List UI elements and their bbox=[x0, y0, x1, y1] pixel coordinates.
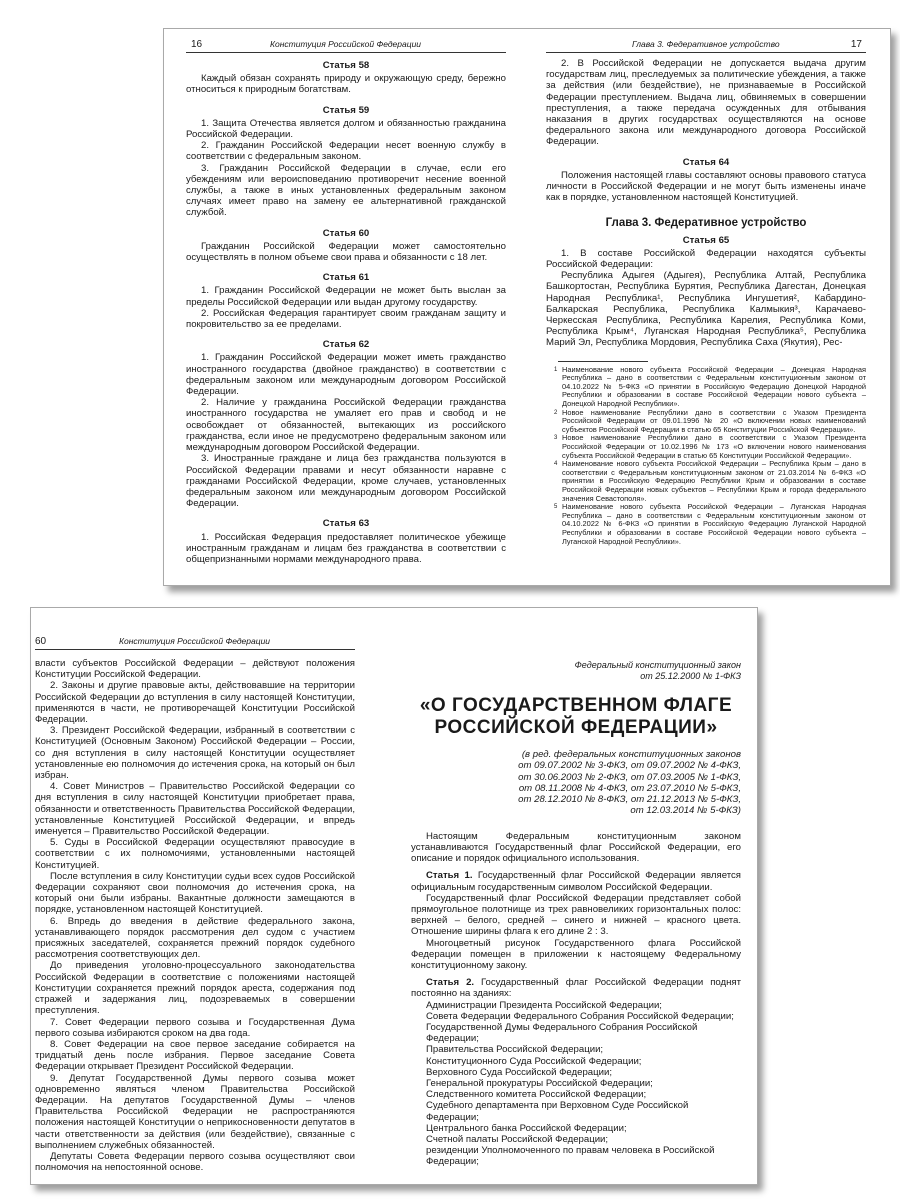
building-item: Верховного Суда Российской Федерации; bbox=[426, 1066, 612, 1078]
paragraph: До приведения уголовно-процессуального законодательства Российской Федерации в соответствие с положениями настоящей Конституции сохраняется прежний порядок ареста, содержания под стражей и задержания лиц, подозреваемых в совершении преступления. bbox=[35, 960, 355, 1017]
page-16 bbox=[186, 29, 506, 585]
paragraph: 5. Суды в Российской Федерации осуществляют правосудие в соответствии с их полномочиями, установленными настоящей Конституцией. bbox=[35, 837, 355, 871]
paragraph: 8. Совет Федерации на свое первое заседание собирается на тридцатый день после избрания. Первое заседание Совета Федерации открывает Президент Российской Федерации. bbox=[35, 1038, 355, 1073]
footnote-text: Новое наименование Республики дано в соответствии с Указом Президента Российской Федерации от 09.01.1996 № 20 «О включении новых наименований субъектов Российской Федерации в статью 65 Конституции Российской Федерации». bbox=[562, 407, 866, 434]
article-label: Статья 1. bbox=[426, 870, 473, 882]
article-text: Государственный флаг Российской Федерации является официальным государственным символом Российской Федерации. bbox=[411, 870, 741, 893]
page-60 bbox=[35, 608, 355, 1184]
paragraph: 2. Законы и другие правовые акты, действовавшие на территории Российской Федерации до вступления в силу настоящей Конституции, применяются в части, не противоречащей Конституции Российской Федерации. bbox=[35, 680, 355, 726]
article-paragraph: Положения настоящей главы составляют основы правового статуса личности в Российской Федерации и не могут быть изменены иначе как в порядке, установленном настоящей Конституцией. bbox=[546, 169, 866, 204]
law-title-line: РОССИЙСКОЙ ФЕДЕРАЦИИ» bbox=[434, 717, 718, 738]
law-date: от 25.12.2000 № 1-ФКЗ bbox=[640, 671, 741, 681]
building-item: Конституционного Суда Российской Федерации; bbox=[426, 1055, 642, 1067]
page-number: 60 bbox=[35, 636, 47, 647]
footnote-text: Наименование нового субъекта Российской Федерации – Донецкая Народная Республика – дано в соответствии с Федеральным конституционным законом от 04.10.2022 № 5-ФКЗ «О принятии в Российскую Федерацию Донецкой Народной Республики и образовании в составе Российской Федерации нового субъекта – Донецкой Народной Республики». bbox=[562, 364, 866, 409]
running-header bbox=[35, 635, 355, 650]
footnote bbox=[546, 503, 866, 546]
article-paragraph: Каждый обязан сохранять природу и окружающую среду, бережно относиться к природным богатствам. bbox=[186, 73, 506, 96]
building-item: резиденции Уполномоченного по правам человека в Российской Федерации; bbox=[426, 1145, 715, 1168]
article-paragraph: 1. Гражданин Российской Федерации может иметь гражданство иностранного государства (двойное гражданство) в соответствии с федеральным законом или международным договором Российской Федерации. bbox=[186, 352, 506, 398]
building-item: Центрального банка Российской Федерации; bbox=[426, 1122, 627, 1134]
amendment-line: (в ред. федеральных конституционных законов bbox=[521, 749, 741, 760]
bottom-book-spread bbox=[30, 607, 758, 1185]
page-body bbox=[186, 58, 506, 565]
page-body bbox=[546, 58, 866, 546]
article-heading: Статья 62 bbox=[322, 339, 370, 351]
article-paragraph: 3. Гражданин Российской Федерации в случае, если его убеждениям или вероисповеданию противоречит несение военной службы, а также в иных установленных федеральным законом случаях имеет право на замену ее альтернативной гражданской службой. bbox=[186, 162, 506, 219]
paragraph: 3. Президент Российской Федерации, избранный в соответствии с Конституцией (Основным Законом) Российской Федерации – России, со дня вступления в силу настоящей Конституции осуществляет установленные ею полномочия до истечения срока, на который он был избран. bbox=[35, 725, 355, 782]
footnote-number: 5 bbox=[554, 504, 558, 511]
article-paragraph: 1. Гражданин Российской Федерации не может быть выслан за пределы Российской Федерации или выдан другому государству. bbox=[186, 285, 506, 308]
article-paragraph: Гражданин Российской Федерации может самостоятельно осуществлять в полном объеме свои права и обязанности с 18 лет. bbox=[186, 240, 506, 264]
law-title-line: «О ГОСУДАРСТВЕННОМ ФЛАГЕ bbox=[419, 695, 733, 716]
footnote-number: 1 bbox=[554, 366, 558, 373]
law-title bbox=[411, 695, 741, 739]
law-amendments bbox=[411, 749, 741, 817]
footnote-text: Наименование нового субъекта Российской Федерации – Республика Крым – дано в соответствии с Федеральным конституционным законом от 21.03.2014 № 6-ФКЗ «О принятии в Российскую Федерацию Республики Крым и образовании в составе Российской Федерации новых субъектов – Республики Крым и города федерального значения Севастополя». bbox=[562, 459, 866, 503]
page-number: 16 bbox=[191, 39, 203, 50]
paragraph: Депутаты Совета Федерации первого созыва осуществляют свои полномочия на непостоянной основе. bbox=[35, 1150, 355, 1174]
footnote bbox=[546, 460, 866, 503]
article-heading: Статья 63 bbox=[322, 518, 370, 530]
running-title: Глава 3. Федеративное устройство bbox=[632, 39, 780, 49]
article-paragraph: 2. Российская Федерация гарантирует своим гражданам защиту и покровительство за ее пределами. bbox=[186, 307, 506, 331]
article-paragraph: 2. Наличие у гражданина Российской Федерации гражданства иностранного государства не умаляет его прав и свобод и не освобождает от обязанностей, вытекающих из российского гражданства, если иное не предусмотрено федеральным законом или международным договором Российской Федерации. bbox=[186, 397, 506, 454]
article-1 bbox=[411, 870, 741, 892]
paragraph: власти субъектов Российской Федерации – действуют положения Конституции Российской Федерации. bbox=[35, 658, 355, 681]
amendment-line: от 09.07.2002 № 3-ФКЗ, от 09.07.2002 № 4-ФКЗ, bbox=[518, 760, 741, 772]
building-item: Генеральной прокуратуры Российской Федерации; bbox=[426, 1078, 653, 1090]
paragraph: После вступления в силу Конституции судьи всех судов Российской Федерации сохраняют свои полномочия до истечения срока, на который они были избраны. Вакантные должности замещаются в порядке, установленном настоящей Конституцией. bbox=[35, 870, 355, 916]
article-heading: Статья 61 bbox=[322, 272, 370, 284]
law-intro: Настоящим Федеральным конституционным законом устанавливаются Государственный флаг Российской Федерации, его описание и порядок официального использования. bbox=[411, 830, 741, 865]
top-book-spread bbox=[163, 28, 891, 586]
building-item: Администрации Президента Российской Федерации; bbox=[426, 999, 662, 1011]
page-17 bbox=[546, 29, 866, 585]
running-header bbox=[186, 38, 506, 53]
subjects-list: Республика Адыгея (Адыгея), Республика Алтай, Республика Башкортостан, Республика Бурятия, Республика Дагестан, Донецкая Народная Республика¹, Республика Ингушетия², Кабардино-Балкарская Республика, Республика Калмыкия³, Карачаево-Черкесская Республика, Республика Карелия, Республика Коми, Республика Крым⁴, Луганская Народная Республика⁵, Республика Марий Эл, Республика Мордовия, Республика Саха (Якутия), Рес- bbox=[546, 270, 866, 349]
page-body bbox=[35, 658, 355, 1173]
running-title: Конституция Российской Федерации bbox=[270, 39, 422, 49]
article-label: Статья 2. bbox=[426, 977, 475, 989]
article-heading: Статья 64 bbox=[682, 156, 730, 168]
article-heading: Статья 59 bbox=[322, 104, 370, 116]
amendment-line: от 12.03.2014 № 5-ФКЗ) bbox=[630, 805, 741, 817]
running-title: Конституция Российской Федерации bbox=[119, 636, 271, 646]
footnote bbox=[546, 434, 866, 460]
building-item: Следственного комитета Российской Федерации; bbox=[426, 1089, 647, 1101]
law-type: Федеральный конституционный закон bbox=[574, 660, 741, 670]
amendment-line: от 30.06.2003 № 2-ФКЗ, от 07.03.2005 № 1-ФКЗ, bbox=[518, 771, 741, 783]
paragraph: Многоцветный рисунок Государственного флага Российской Федерации помещен в приложении к настоящему Федеральному конституционному закону. bbox=[411, 937, 741, 972]
running-header bbox=[546, 38, 866, 53]
article-paragraph: 1. В составе Российской Федерации находятся субъекты Российской Федерации: bbox=[546, 247, 866, 271]
building-item: Счетной палаты Российской Федерации; bbox=[426, 1134, 609, 1146]
paragraph: 7. Совет Федерации первого созыва и Государственная Дума первого созыва избираются сроком на два года. bbox=[35, 1016, 355, 1039]
article-paragraph: 1. Защита Отечества является долгом и обязанностью гражданина Российской Федерации. bbox=[186, 117, 506, 141]
article-paragraph: 2. Гражданин Российской Федерации несет военную службу в соответствии с федеральным законом. bbox=[186, 140, 506, 163]
page-number: 17 bbox=[850, 39, 862, 50]
article-heading: Статья 65 bbox=[682, 234, 730, 246]
building-item: Совета Федерации Федерального Собрания Российской Федерации; bbox=[426, 1010, 734, 1022]
page-body bbox=[411, 660, 741, 1168]
building-item: Правительства Российской Федерации; bbox=[426, 1044, 604, 1056]
footnote bbox=[546, 366, 866, 409]
building-item: Судебного департамента при Верховном Суде Российской Федерации; bbox=[426, 1100, 689, 1123]
building-item: Государственной Думы Федерального Собрания Российской Федерации; bbox=[426, 1022, 698, 1045]
article-heading: Статья 58 bbox=[322, 60, 370, 71]
article-paragraph: 2. В Российской Федерации не допускается выдача другим государствам лиц, преследуемых за политические убеждения, а также за действия (или бездействие), не признаваемые в Российской Федерации преступлением. Выдача лиц, обвиняемых в совершении преступления, а также передача осужденных для отбывания наказания в других государствах осуществляются на основе федерального закона или международного договора Российской Федерации. bbox=[546, 58, 866, 148]
footnote-text: Наименование нового субъекта Российской Федерации – Луганская Народная Республика – дано в соответствии с Федеральным конституционным законом от 04.10.2022 № 6-ФКЗ «О принятии в Российскую Федерацию Луганской Народной Республики и образовании в составе Российской Федерации нового субъекта – Луганской Народной Республики». bbox=[562, 502, 866, 546]
amendment-line: от 08.11.2008 № 4-ФКЗ, от 23.07.2010 № 5-ФКЗ, bbox=[518, 782, 741, 794]
footnote-number: 4 bbox=[554, 461, 558, 468]
footnote-number: 2 bbox=[554, 409, 558, 416]
footnote-number: 3 bbox=[554, 435, 558, 442]
paragraph: 9. Депутат Государственной Думы первого созыва может одновременно являться членом Правительства Российской Федерации. На депутатов Государственной Думы – членов Правительства Российской Федерации не распространяются положения настоящей Конституции о неприкосновенности депутатов в части ответственности за действия (или бездействие), связанные с выполнением служебных обязанностей. bbox=[35, 1072, 355, 1151]
amendment-line: от 28.12.2010 № 8-ФКЗ, от 21.12.2013 № 5-ФКЗ, bbox=[518, 794, 741, 806]
article-paragraph: 3. Иностранные граждане и лица без гражданства пользуются в Российской Федерации правами и несут обязанности наравне с гражданами Российской Федерации, кроме случаев, установленных федеральным законом или международным договором Российской Федерации. bbox=[186, 453, 506, 510]
footnote-rule bbox=[558, 361, 648, 362]
article-2 bbox=[411, 977, 741, 999]
chapter-title: Глава 3. Федеративное устройство bbox=[605, 217, 807, 230]
article-heading: Статья 60 bbox=[322, 227, 370, 239]
article-text: Государственный флаг Российской Федерации поднят постоянно на зданиях: bbox=[411, 977, 742, 1000]
paragraph: 4. Совет Министров – Правительство Российской Федерации со дня вступления в силу настоящей Конституции приобретает права, обязанности и ответственность Правительства Российской Федерации, установленные Конституцией Российской Федерации, и впредь именуется – Правительство Российской Федерации. bbox=[35, 781, 355, 838]
paragraph: Государственный флаг Российской Федерации представляет собой прямоугольное полотнище из трех равновеликих горизонтальных полос: верхней – белого, средней – синего и нижней – красного цвета. Отношение ширины флага к его длине 2 : 3. bbox=[411, 892, 741, 938]
paragraph: 6. Впредь до введения в действие федерального закона, устанавливающего порядок рассмотрения дел судом с участием присяжных заседателей, сохраняется прежний порядок судебного рассмотрения соответствующих дел. bbox=[35, 915, 355, 961]
footnote bbox=[546, 409, 866, 435]
page-flag-law bbox=[411, 608, 741, 1184]
law-header bbox=[411, 660, 741, 682]
article-paragraph: 1. Российская Федерация предоставляет политическое убежище иностранным гражданам и лицам без гражданства в соответствии с общепризнанными нормами международного права. bbox=[186, 531, 506, 565]
footnote-text: Новое наименование Республики дано в соответствии с Указом Президента Российской Федерации от 10.02.1996 № 173 «О включении нового наименования субъекта Российской Федерации в статью 65 Конституции Российской Федерации». bbox=[562, 433, 866, 460]
